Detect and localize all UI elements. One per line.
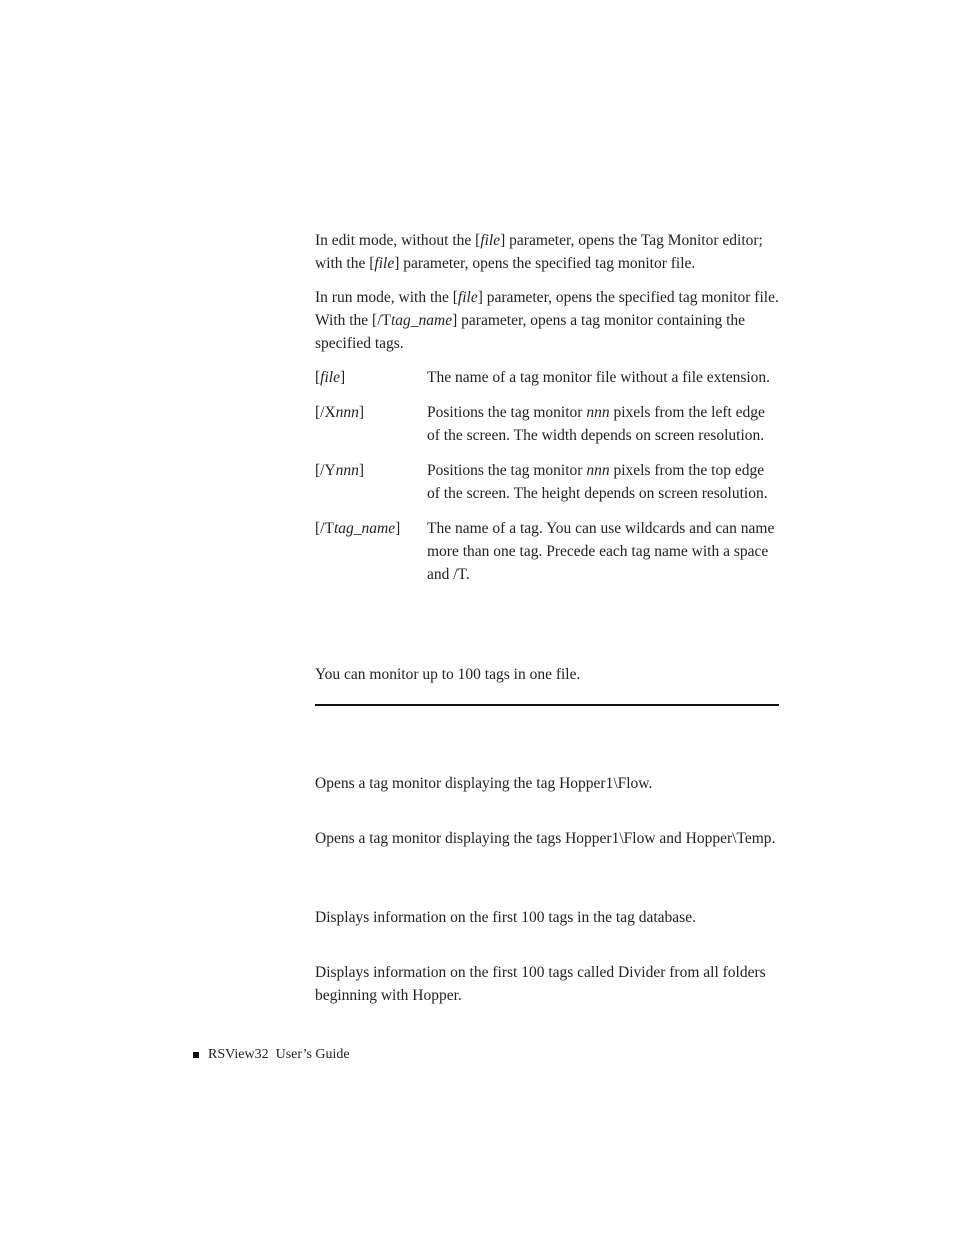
parameter-row — [315, 517, 780, 586]
run-mode-paragraph — [315, 286, 780, 355]
footer-product: RSView32 — [208, 1047, 269, 1062]
file-param-ref: file — [374, 255, 395, 272]
parameter-row — [315, 401, 780, 447]
file-param-ref: file — [480, 232, 501, 249]
footer-bullet-icon — [193, 1052, 199, 1058]
example-description: Displays information on the first 100 tags called Divider from all folders beginning with Hopper. — [315, 964, 766, 1004]
parameter-description: Positions the tag monitor nnn pixels from the top edge of the screen. The height depends on screen resolution. — [427, 462, 768, 502]
parameter-description: Positions the tag monitor nnn pixels from the left edge of the screen. The width depends on screen resolution. — [427, 404, 765, 444]
text-segment: ] parameter, opens the Tag Monitor editor; with the [ — [315, 232, 763, 272]
text-segment: ] parameter, opens a tag monitor containing the specified tags. — [315, 312, 746, 352]
edit-mode-paragraph — [315, 229, 780, 275]
parameter-name: [file] — [315, 369, 346, 386]
parameter-row — [315, 366, 780, 389]
tagname-param-ref: tag_name — [391, 312, 453, 329]
example-description: Displays information on the first 100 tags in the tag database. — [315, 909, 696, 926]
note-text: You can monitor up to 100 tags in one file. — [315, 666, 581, 683]
example-description: Opens a tag monitor displaying the tags Hopper1\Flow and Hopper\Temp. — [315, 830, 776, 847]
text-segment: ] parameter, opens the specified tag monitor file. With the [/T — [315, 289, 779, 329]
text-segment: In run mode, with the [ — [315, 289, 458, 306]
parameter-name: [/Xnnn] — [315, 404, 365, 421]
file-param-ref: file — [457, 289, 478, 306]
parameter-row — [315, 459, 780, 505]
parameter-name: [/Ttag_name] — [315, 520, 401, 537]
parameter-table — [315, 366, 780, 598]
text-segment: ] parameter, opens the specified tag monitor file. — [394, 255, 696, 272]
example-description: Opens a tag monitor displaying the tag Hopper1\Flow. — [315, 775, 653, 792]
parameter-description: The name of a tag. You can use wildcards and can name more than one tag. Precede each tag name with a space and /T. — [427, 520, 775, 583]
parameter-name: [/Ynnn] — [315, 462, 365, 479]
text-segment: In edit mode, without the [ — [315, 232, 481, 249]
footer-guide: User’s Guide — [275, 1047, 350, 1062]
parameter-description: The name of a tag monitor file without a file extension. — [427, 369, 771, 386]
page-footer — [193, 1047, 350, 1063]
section-divider — [315, 704, 779, 706]
